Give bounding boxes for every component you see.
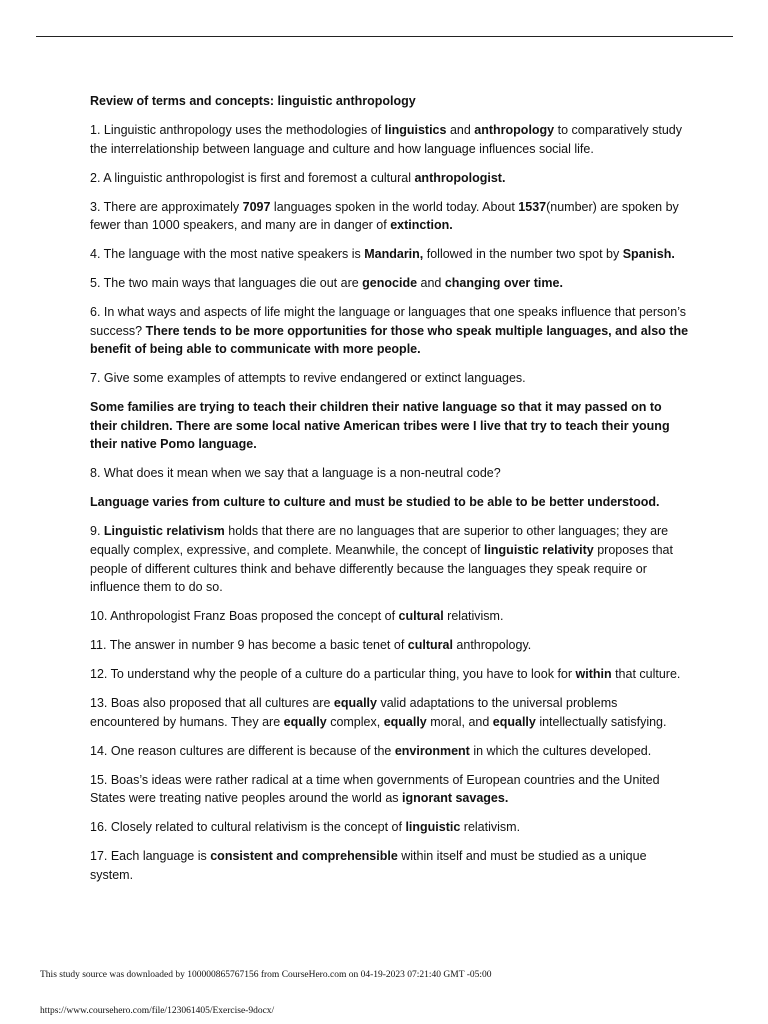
question-6: 6. In what ways and aspects of life might the language or languages that one speaks influence that person’s success? There tends to be more opportunities for those who speak multiple languages, and also the benefit of being able to communicate with more people.	[90, 305, 689, 357]
question-13: 13. Boas also proposed that all cultures are equally valid adaptations to the universal problems encountered by humans. They are equally complex, equally moral, and equally intellectually satisfying.	[90, 696, 667, 729]
question-2: 2. A linguistic anthropologist is first and foremost a cultural anthropologist.	[90, 170, 506, 185]
question-14: 14. One reason cultures are different is because of the environment in which the cultures developed.	[90, 743, 652, 758]
question-12: 12. To understand why the people of a culture do a particular thing, you have to look for within that culture.	[90, 667, 681, 682]
question-17: 17. Each language is consistent and comprehensible within itself and must be studied as a unique system.	[90, 849, 647, 882]
document-title: Review of terms and concepts: linguistic anthropology	[90, 94, 416, 108]
question-1: 1. Linguistic anthropology uses the methodologies of linguistics and anthropology to comparatively study the interrelationship between language and culture and how language influences social life.	[90, 122, 682, 156]
source-notice: This study source was downloaded by 100000865767156 from CourseHero.com on 04-19-2023 07:21:40 GMT -05:00	[40, 970, 492, 980]
question-8: 8. What does it mean when we say that a language is a non-neutral code?	[90, 466, 501, 481]
question-3: 3. There are approximately 7097 languages spoken in the world today. About 1537(number) are spoken by fewer than 1000 speakers, and many are in danger of extinction.	[90, 199, 679, 233]
question-16: 16. Closely related to cultural relativism is the concept of linguistic relativism.	[90, 820, 521, 835]
answer-7: Some families are trying to teach their children their native language so that it may passed on to their children. There are some local native American tribes were I live that try to teach their young their native Pomo language.	[90, 400, 670, 452]
question-5: 5. The two main ways that languages die out are genocide and changing over time.	[90, 276, 563, 291]
question-15: 15. Boas’s ideas were rather radical at a time when governments of European countries and the United States were treating native peoples around the world as ignorant savages.	[90, 772, 660, 806]
question-7: 7. Give some examples of attempts to revive endangered or extinct languages.	[90, 371, 526, 386]
answer-8: Language varies from culture to culture and must be studied to be able to be better understood.	[90, 495, 660, 510]
document-body	[90, 92, 690, 895]
question-10: 10. Anthropologist Franz Boas proposed the concept of cultural relativism.	[90, 609, 504, 624]
question-11: 11. The answer in number 9 has become a basic tenet of cultural anthropology.	[90, 638, 532, 653]
source-url[interactable]: https://www.coursehero.com/file/123061405/Exercise-9docx/	[40, 1006, 275, 1016]
header-rule	[36, 36, 733, 37]
question-9: 9. Linguistic relativism holds that there are no languages that are superior to other languages; they are equally complex, expressive, and complete. Meanwhile, the concept of linguistic relativity proposes that people of different cultures think and behave differently because the languages they speak require or influence them to do so.	[90, 524, 673, 595]
question-4: 4. The language with the most native speakers is Mandarin, followed in the number two spot by Spanish.	[90, 247, 675, 262]
